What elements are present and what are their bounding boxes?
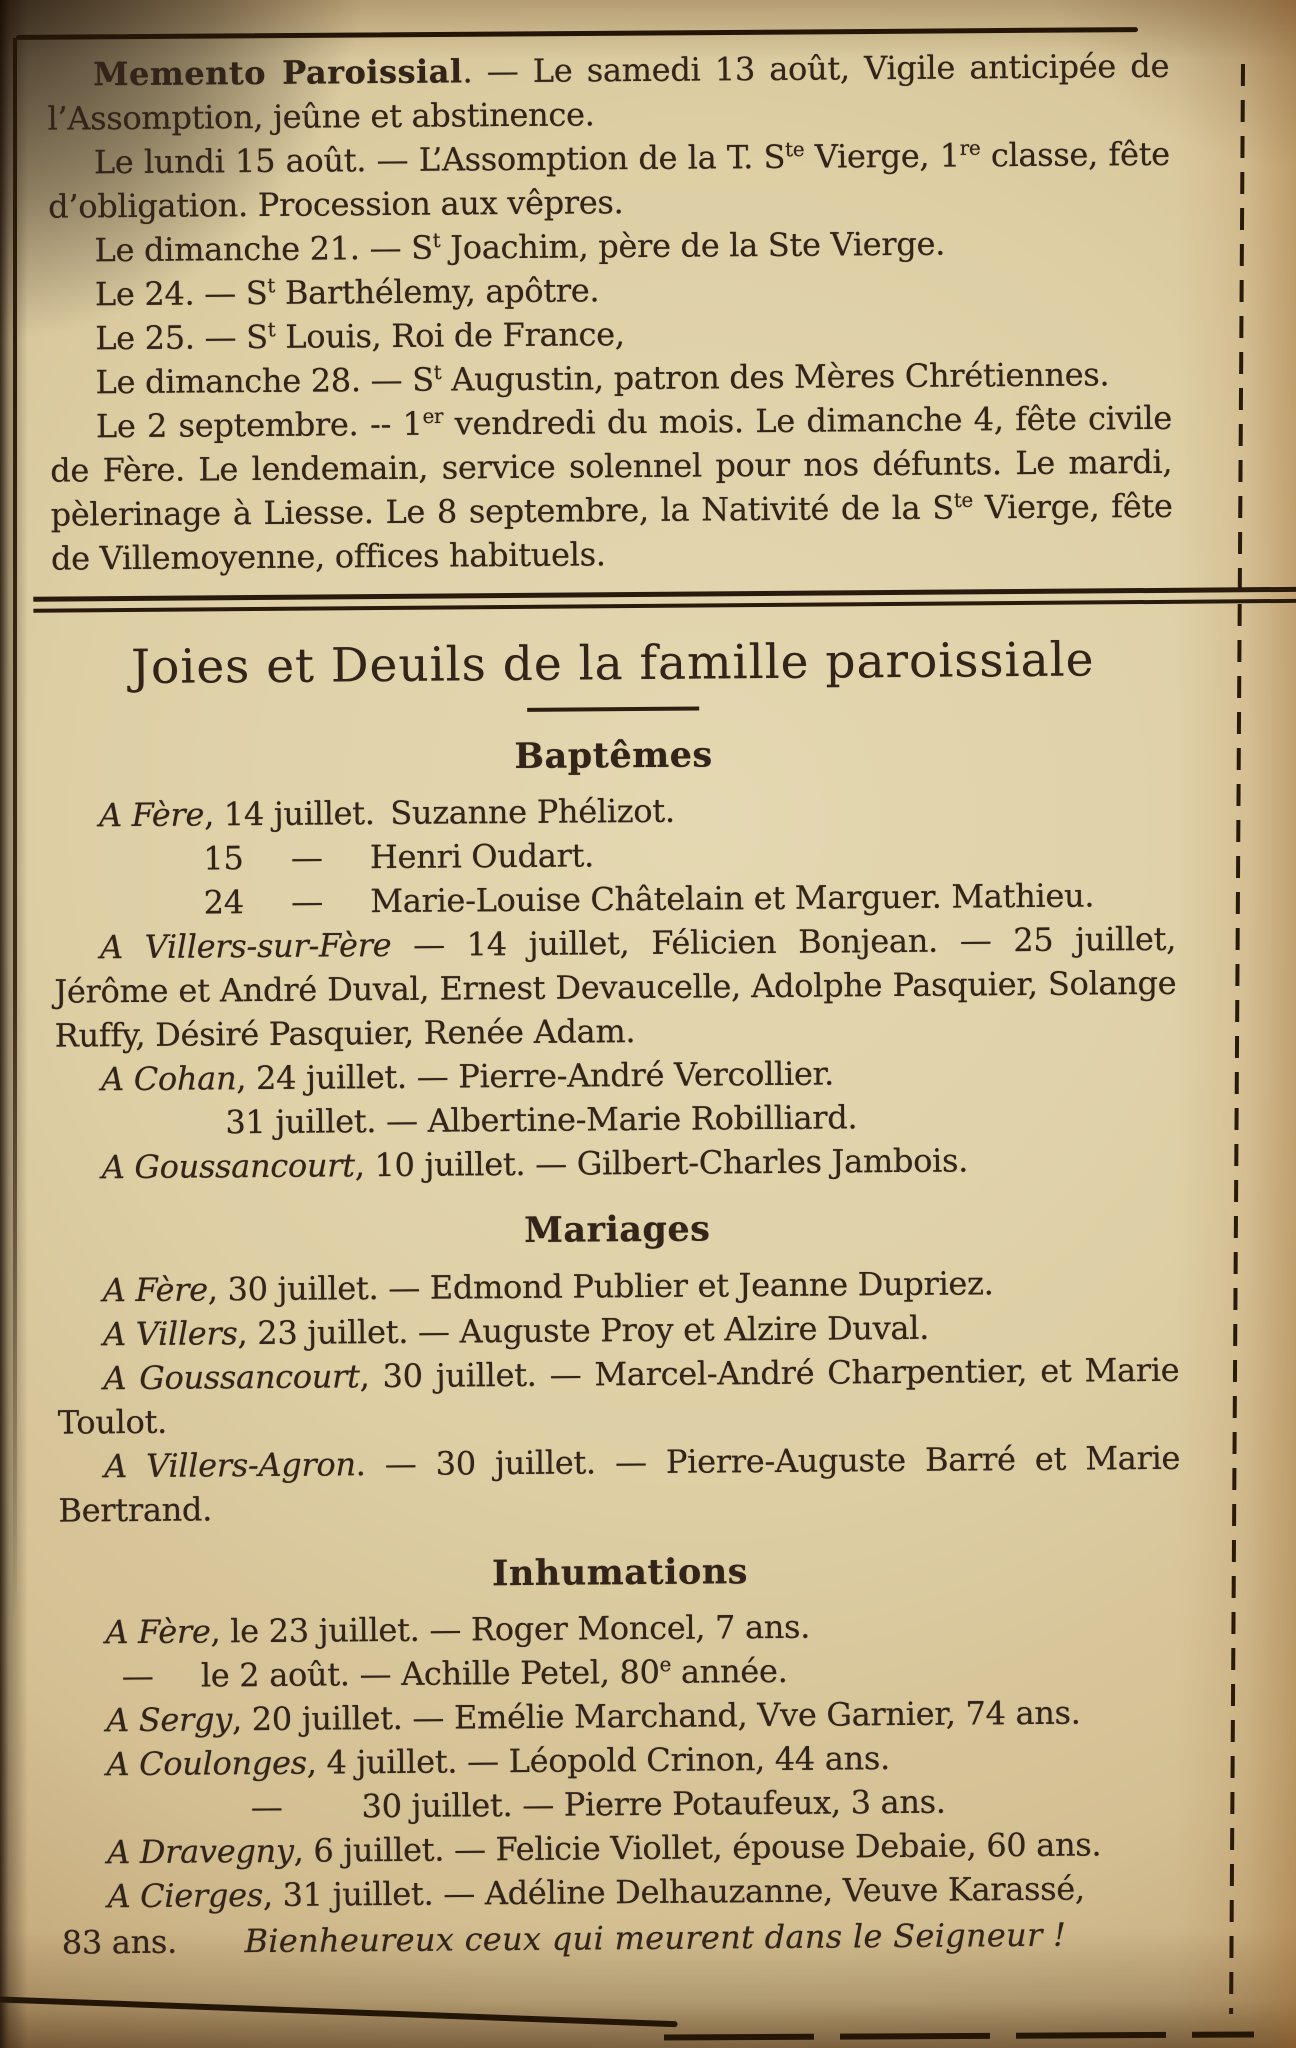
text-run: Le lundi 15 août. — L’Assomption de la T. S (93, 137, 786, 182)
text-run: t (267, 318, 276, 342)
closing-line (62, 1912, 1184, 1966)
text-run: Le dimanche 28. — S (95, 360, 434, 402)
page-content (47, 44, 1184, 1966)
paragraph (54, 917, 1177, 1058)
text-run: — 30 juillet. — Pierre Potaufeux, 3 ans. (250, 1782, 946, 1827)
top-border-rule (16, 27, 1138, 40)
right-border-rule (1229, 64, 1245, 2014)
text-run: t (433, 360, 442, 384)
text-run: — 14 juillet, Félicien Bonjean. — 25 juillet, Jérôme et André Duval, Ernest Devaucelle, Adolphe Pasquier, Solange Ruffy, Désiré Pasquier, Renée Adam. (54, 919, 1177, 1055)
text-run: Le 2 septembre. -- 1 (95, 404, 423, 446)
family-sections (52, 732, 1183, 1918)
closing-age-text: 83 ans. (61, 1922, 178, 1962)
text-run: , 6 juillet. — Felicie Viollet, épouse Debaie, 60 ans. (293, 1825, 1102, 1870)
section-entries-baptemes (53, 785, 1178, 1190)
section-heading-mariages: Mariages (523, 1208, 711, 1252)
text-run: année. (670, 1652, 788, 1691)
text-run: Barthélemy, apôtre. (274, 271, 600, 312)
paragraph (50, 396, 1173, 581)
text-run: Le 25. — S (95, 317, 268, 358)
bottom-border-rule-dashed (664, 2031, 1254, 2040)
text-run: Vierge, 1 (804, 136, 960, 176)
text-run: vendredi du mois. Le dimanche 4, fête civile de Fère. Le lendemain, service solennel pour nos défunts. Le mardi, pèlerinage à Liesse. Le 8 septembre, la Nativité de la S (50, 398, 1173, 534)
text-run: Joachim, père de la Ste Vierge. (440, 224, 946, 267)
paragraph (225, 1093, 1177, 1144)
text-run: , le 23 juillet. — Roger Moncel, 7 ans. (210, 1607, 811, 1651)
text-run: A Fère (102, 1270, 208, 1309)
section-entries-mariages (57, 1259, 1181, 1532)
text-run: A Villers-sur-Fère (99, 926, 392, 967)
paragraph (47, 44, 1170, 141)
text-run: Augustin, patron des Mères Chrétiennes. (441, 355, 1110, 399)
text-run: A Villers (102, 1313, 238, 1353)
text-run: A Cierges (107, 1876, 264, 1916)
text-run: Memento Paroissial (93, 52, 463, 94)
text-run: A Fère (105, 1612, 211, 1652)
left-border-rule (13, 38, 17, 1618)
section-divider-rule (33, 587, 1296, 613)
text-run: Le 24. — S (94, 273, 268, 314)
text-run: e (659, 1653, 672, 1677)
text-run: . — Le samedi 13 août, Vigile anticipée de l’Assomption, jeûne et abstinence. (47, 46, 1170, 138)
text-run: , 4 juillet. — Léopold Crinon, 44 ans. (306, 1739, 891, 1782)
text-run: t (267, 274, 276, 298)
paragraph (57, 1347, 1180, 1444)
paragraph (56, 1137, 1178, 1190)
text-run: te (785, 138, 805, 162)
text-run: , 10 juillet. — Gilbert-Charles Jambois. (354, 1141, 969, 1185)
text-run: , 20 juillet. — Emélie Marchand, Vve Garnier, 74 ans. (231, 1693, 1081, 1739)
paragraph (203, 829, 1175, 881)
paragraph (204, 873, 1176, 925)
paragraph (60, 1690, 1182, 1743)
family-section-title: Joies et Deuils de la famille paroissiale (130, 632, 1095, 696)
title-underline-rule (527, 706, 699, 711)
text-run: A Coulonges (106, 1743, 307, 1784)
text-run: t (432, 228, 441, 252)
text-run: , 31 juillet. — Adéline Delhauzanne, Veuve Karassé, (262, 1869, 1085, 1915)
closing-verse: Bienheureux ceux qui meurent dans le Seigneur ! (244, 1915, 1067, 1961)
text-run: classe, fête d’obligation. Procession aux vêpres. (48, 134, 1170, 226)
text-run: , 14 juillet. Suzanne Phélizot. (203, 791, 675, 834)
text-run: , 24 juillet. — Pierre-André Vercollier. (236, 1054, 835, 1098)
section-entries-inhumations (59, 1602, 1183, 1919)
paragraph (48, 132, 1171, 229)
text-run: A Goussancourt (103, 1356, 360, 1397)
text-run: A Cohan (100, 1059, 237, 1099)
text-run: 15 — Henri Oudart. (203, 836, 595, 878)
text-run: A Sergy (105, 1700, 233, 1740)
text-run: . — 30 juillet. — Pierre-Auguste Barré et Marie Bertrand. (58, 1438, 1181, 1530)
memento-section (47, 44, 1173, 581)
paragraph (58, 1435, 1181, 1532)
text-run: A Villers-Agron (103, 1444, 356, 1485)
text-run: te (953, 488, 974, 512)
text-run: — le 2 août. — Achille Petel, 80 (121, 1653, 660, 1696)
text-run: A Dravegny (106, 1831, 294, 1872)
paragraph (251, 1778, 1183, 1829)
bottom-border-rule (0, 1996, 678, 2027)
text-run: A Goussancourt (101, 1146, 355, 1187)
text-run: Le dimanche 21. — S (94, 228, 433, 270)
text-run: 24 — Marie-Louise Châtelain et Marguer. Mathieu. (203, 876, 1095, 922)
text-run: re (959, 136, 981, 160)
text-run: Vierge, fête de Villemoyenne, offices habituels. (50, 486, 1173, 578)
text-run: 31 juillet. — Albertine-Marie Robilliard. (225, 1098, 858, 1142)
paragraph (61, 1866, 1183, 1919)
text-run: A Fère (98, 795, 205, 835)
text-run: er (422, 404, 444, 429)
text-run: , 23 juillet. — Auguste Proy et Alzire Duval. (237, 1308, 930, 1352)
section-heading-baptemes: Baptêmes (514, 734, 713, 777)
text-run: , 30 juillet. — Marcel-André Charpentier, et Marie Toulot. (57, 1350, 1180, 1442)
text-run: Louis, Roi de France, (275, 315, 625, 356)
text-run: , 30 juillet. — Edmond Publier et Jeanne Dupriez. (207, 1263, 994, 1309)
section-heading-inhumations: Inhumations (491, 1550, 749, 1594)
